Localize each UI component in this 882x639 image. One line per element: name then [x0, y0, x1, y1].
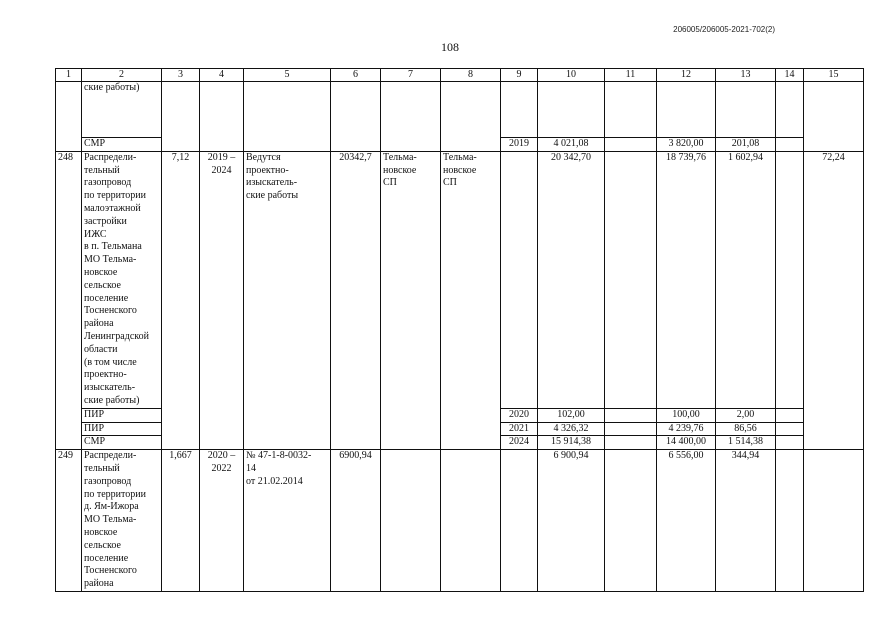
value-cell: 102,00 [538, 408, 605, 422]
work-type: СМР [82, 436, 162, 450]
period-cell: 2019 – 2024 [200, 151, 244, 449]
value-cell: 201,08 [716, 138, 776, 152]
value-cell: 20342,7 [331, 151, 381, 449]
document-code: 206005/206005-2021-702(2) [673, 25, 775, 34]
work-type: ПИР [82, 422, 162, 436]
col-header: 7 [381, 69, 441, 82]
value-cell: 4 239,76 [657, 422, 716, 436]
value-cell: 6 900,94 [538, 450, 605, 592]
col-header: 14 [776, 69, 804, 82]
row-number: 248 [56, 151, 82, 449]
status-cell: № 47-1-8-0032- 14 от 21.02.2014 [244, 450, 331, 592]
col-header: 8 [441, 69, 501, 82]
year-cell: 2020 [501, 408, 538, 422]
page-number: 108 [441, 40, 459, 54]
status-cell: Ведутся проектно- изыскатель- ские работы [244, 151, 331, 449]
col-header: 1 [56, 69, 82, 82]
value-cell: 20 342,70 [538, 151, 605, 408]
col-header: 12 [657, 69, 716, 82]
value-cell: 2,00 [716, 408, 776, 422]
table-row [56, 82, 864, 138]
year-cell: 2021 [501, 422, 538, 436]
col-header: 6 [331, 69, 381, 82]
object-name: Распредели- тельный газопровод по территории малоэтажной застройки ИЖС в п. Тельмана МО Тельма- новское сельское поселение Тосненского района Ленинградской области (в том числе проектно- изыскатель- ские работы) [82, 151, 162, 408]
data-table [55, 68, 864, 592]
col-header: 2 [82, 69, 162, 82]
header-row [56, 69, 864, 82]
value-cell: 3 820,00 [657, 138, 716, 152]
work-type: ПИР [82, 408, 162, 422]
value-cell: 72,24 [804, 151, 864, 449]
col-header: 15 [804, 69, 864, 82]
value-cell: 100,00 [657, 408, 716, 422]
col-header: 4 [200, 69, 244, 82]
col-header: 13 [716, 69, 776, 82]
col-header: 3 [162, 69, 200, 82]
col-header: 9 [501, 69, 538, 82]
col-header: 10 [538, 69, 605, 82]
settlement-cell: Тельма- новское СП [381, 151, 441, 449]
object-name: Распредели- тельный газопровод по территории д. Ям-Ижора МО Тельма- новское сельское поселение Тосненского района [82, 450, 162, 592]
object-name-tail: ские работы) [82, 82, 162, 138]
col-header: 5 [244, 69, 331, 82]
length-cell: 1,667 [162, 450, 200, 592]
value-cell: 4 021,08 [538, 138, 605, 152]
value-cell: 6 556,00 [657, 450, 716, 592]
table-row [56, 450, 864, 592]
value-cell: 18 739,76 [657, 151, 716, 408]
value-cell: 4 326,32 [538, 422, 605, 436]
year-cell: 2019 [501, 138, 538, 152]
period-cell: 2020 – 2022 [200, 450, 244, 592]
value-cell: 6900,94 [331, 450, 381, 592]
value-cell: 1 602,94 [716, 151, 776, 408]
value-cell: 15 914,38 [538, 436, 605, 450]
value-cell: 1 514,38 [716, 436, 776, 450]
value-cell: 14 400,00 [657, 436, 716, 450]
row-number: 249 [56, 450, 82, 592]
year-cell: 2024 [501, 436, 538, 450]
settlement-cell: Тельма- новское СП [441, 151, 501, 449]
value-cell: 344,94 [716, 450, 776, 592]
table-row [56, 151, 864, 408]
value-cell: 86,56 [716, 422, 776, 436]
work-type: СМР [82, 138, 162, 152]
col-header: 11 [605, 69, 657, 82]
length-cell: 7,12 [162, 151, 200, 449]
